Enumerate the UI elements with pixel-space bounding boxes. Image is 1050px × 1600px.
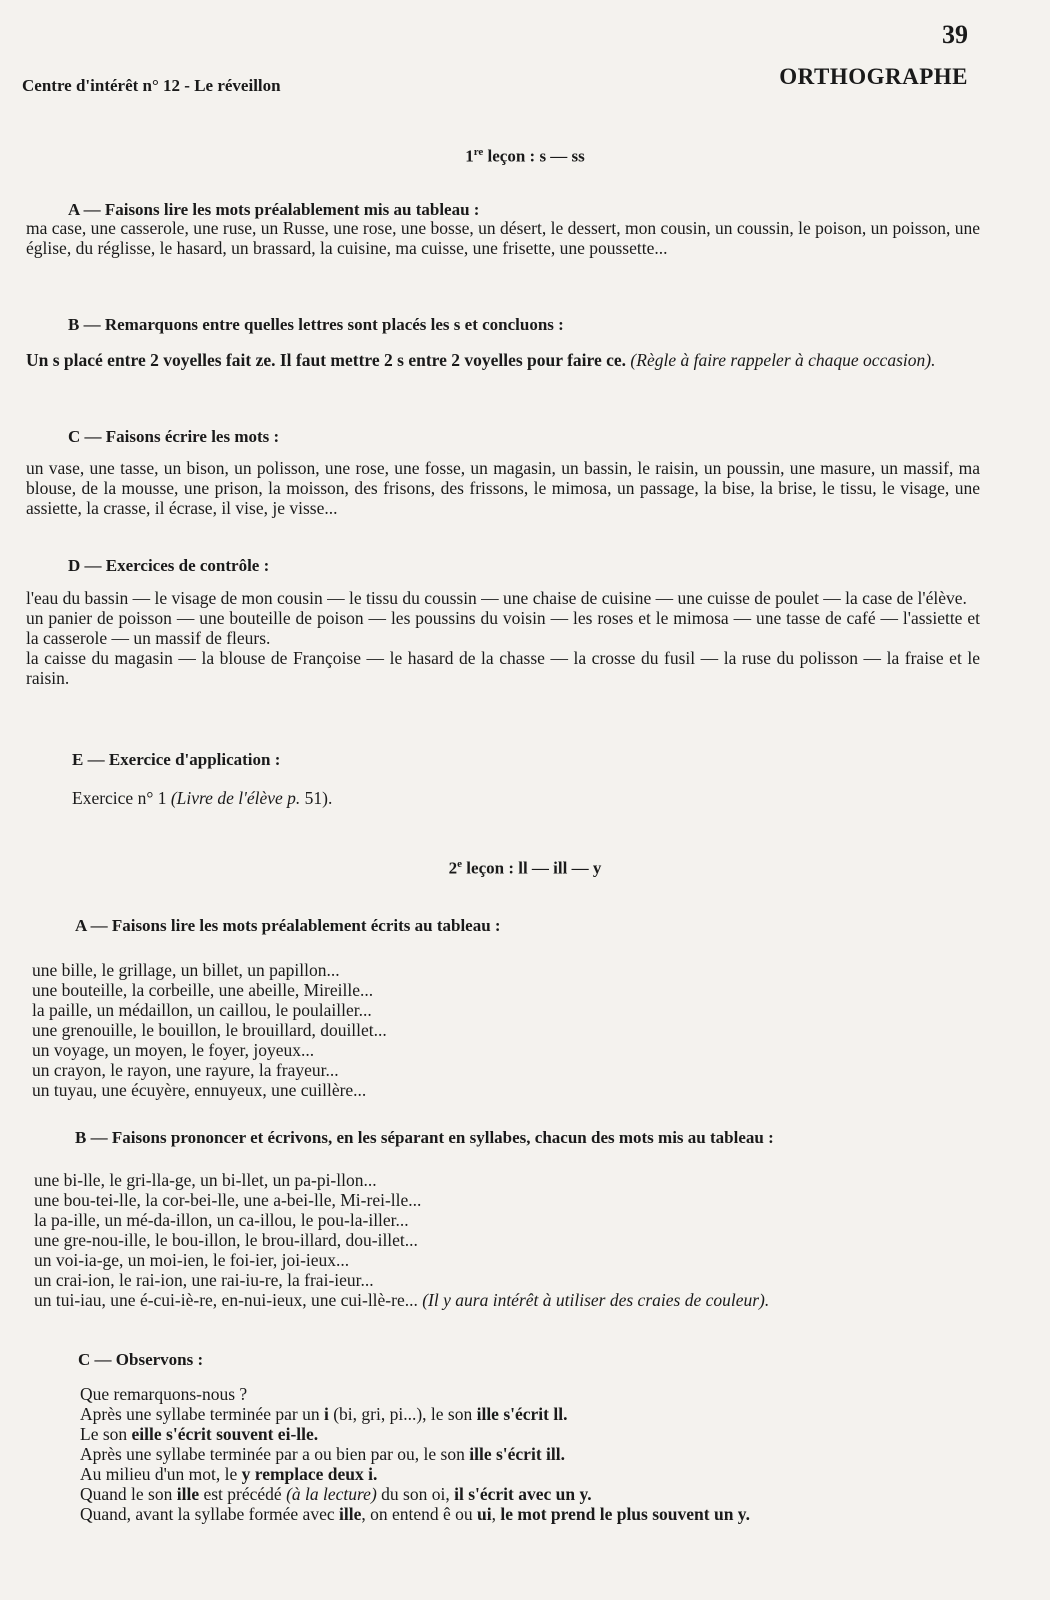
observation-4: Au milieu d'un mot, le y remplace deux i. bbox=[80, 1464, 378, 1484]
syllable-last-line: un tui-iau, une é-cui-iè-re, en-nui-ieux, une cui-llè-re... bbox=[34, 1290, 418, 1310]
lesson-2-section-b-heading: B — Faisons prononcer et écrivons, en les séparant en syllabes, chacun des mots mis au tableau : bbox=[75, 1128, 774, 1147]
chalk-note: (Il y aura intérêt à utiliser des craies de couleur). bbox=[422, 1290, 770, 1310]
exercise-book-ref: (Livre de l'élève p. bbox=[170, 788, 301, 808]
lesson-1-section-c-text: un vase, une tasse, un bison, un polisson, une rose, une fosse, un magasin, un bassin, le raisin, un poussin, une masure, un massif, ma blouse, de la mousse, une prison, la moisson, des frisons, des frissons, le mimosa, un passage, la bise, la brise, le tissu, le visage, une assiette, la crasse, il écrase, il vise, je visse... bbox=[26, 458, 980, 518]
lesson-1-rule-note: (Règle à faire rappeler à chaque occasion). bbox=[630, 350, 936, 370]
syllable-line bbox=[34, 1290, 1010, 1310]
observation-5: Quand le son ille est précédé (à la lecture) du son oi, il s'écrit avec un y. bbox=[80, 1484, 592, 1504]
syllable-line: une gre-nou-ille, le bou-illon, le brou-illard, dou-illet... bbox=[34, 1230, 418, 1250]
lesson-2-section-c-observations bbox=[80, 1384, 980, 1524]
lesson-1-section-b-text bbox=[26, 350, 980, 370]
lesson-2-section-a-list bbox=[32, 960, 980, 1100]
exercise-ref: Exercice n° 1 bbox=[72, 788, 171, 808]
word-line: une bille, le grillage, un billet, un papillon... bbox=[32, 960, 340, 980]
word-line: la paille, un médaillon, un caillou, le poulailler... bbox=[32, 1000, 372, 1020]
syllable-line: une bi-lle, le gri-lla-ge, un bi-llet, un pa-pi-llon... bbox=[34, 1170, 377, 1190]
lesson-1-section-c-heading: C — Faisons écrire les mots : bbox=[68, 427, 280, 446]
lesson-1-rule: Un s placé entre 2 voyelles fait ze. Il faut mettre 2 s entre 2 voyelles pour faire ce. bbox=[26, 350, 627, 370]
syllable-line: la pa-ille, un mé-da-illon, un ca-illou, le pou-la-iller... bbox=[34, 1210, 409, 1230]
exercise-paragraph: un panier de poisson — une bouteille de poison — les poussins du voisin — les roses et le mimosa — une tasse de café — l'assiette et la casserole — un massif de fleurs. bbox=[26, 608, 980, 648]
lesson-1-title-rest: leçon : s — ss bbox=[483, 146, 585, 166]
lesson-2-section-b-list bbox=[34, 1170, 1010, 1310]
lesson-1-section-d-text bbox=[26, 588, 980, 688]
observation-question: Que remarquons-nous ? bbox=[80, 1384, 248, 1404]
page-number: 39 bbox=[942, 20, 968, 49]
lesson-2-title-rest: leçon : ll — ill — y bbox=[462, 858, 602, 878]
exercise-paragraph: l'eau du bassin — le visage de mon cousin — le tissu du coussin — une chaise de cuisine — une cuisse de poulet — la case de l'élève. bbox=[26, 588, 967, 608]
syllable-line: un voi-ia-ge, un moi-ien, le foi-ier, joi-ieux... bbox=[34, 1250, 350, 1270]
lesson-1-section-a-heading: A — Faisons lire les mots préalablement mis au tableau : bbox=[68, 200, 480, 219]
lesson-2-section-c-heading: C — Observons : bbox=[78, 1350, 204, 1369]
lesson-1-title-sup: re bbox=[473, 146, 484, 158]
syllable-line: un crai-ion, le rai-ion, une rai-iu-re, la frai-ieur... bbox=[34, 1270, 374, 1290]
lesson-1-section-b-heading: B — Remarquons entre quelles lettres sont placés les s et concluons : bbox=[68, 315, 564, 334]
word-line: une grenouille, le bouillon, le brouillard, douillet... bbox=[32, 1020, 387, 1040]
lesson-1-section-e-heading: E — Exercice d'application : bbox=[72, 750, 281, 769]
syllable-line: une bou-tei-lle, la cor-bei-lle, une a-bei-lle, Mi-rei-lle... bbox=[34, 1190, 422, 1210]
lesson-1-title-num: 1 bbox=[465, 146, 474, 166]
word-line: un tuyau, une écuyère, ennuyeux, une cuillère... bbox=[32, 1080, 367, 1100]
centre-interet-heading: Centre d'intérêt n° 12 - Le réveillon bbox=[22, 76, 281, 95]
lesson-2-section-a-heading: A — Faisons lire les mots préalablement écrits au tableau : bbox=[75, 916, 501, 935]
observation-3: Après une syllabe terminée par a ou bien par ou, le son ille s'écrit ill. bbox=[80, 1444, 565, 1464]
observation-6: Quand, avant la syllabe formée avec ille, on entend ê ou ui, le mot prend le plus souvent un y. bbox=[80, 1504, 750, 1524]
lesson-2-title-num: 2 bbox=[448, 858, 458, 878]
observation-1: Après une syllabe terminée par un i (bi, gri, pi...), le son ille s'écrit ll. bbox=[80, 1404, 568, 1424]
lesson-1-section-a-text: ma case, une casserole, une ruse, un Russe, une rose, une bosse, un désert, le dessert, mon cousin, un coussin, le poison, un poisson, une église, du réglisse, le hasard, un brassard, la cuisine, ma cuisse, une frisette, une poussette... bbox=[26, 218, 980, 258]
word-line: un crayon, le rayon, une rayure, la frayeur... bbox=[32, 1060, 339, 1080]
lesson-2-title-sup: e bbox=[457, 858, 463, 870]
exercise-page: 51). bbox=[300, 788, 333, 808]
lesson-1-section-d-heading: D — Exercices de contrôle : bbox=[68, 556, 270, 575]
observation-2: Le son eille s'écrit souvent ei-lle. bbox=[80, 1424, 319, 1444]
word-line: un voyage, un moyen, le foyer, joyeux... bbox=[32, 1040, 315, 1060]
word-line: une bouteille, la corbeille, une abeille, Mireille... bbox=[32, 980, 374, 1000]
lesson-1-section-e-text bbox=[72, 788, 980, 808]
lesson-1-title bbox=[0, 146, 1050, 167]
subject-heading: ORTHOGRAPHE bbox=[779, 64, 968, 89]
exercise-paragraph: la caisse du magasin — la blouse de Françoise — le hasard de la chasse — la crosse du fusil — la ruse du polisson — la fraise et le raisin. bbox=[26, 648, 980, 688]
lesson-2-title bbox=[0, 858, 1050, 879]
